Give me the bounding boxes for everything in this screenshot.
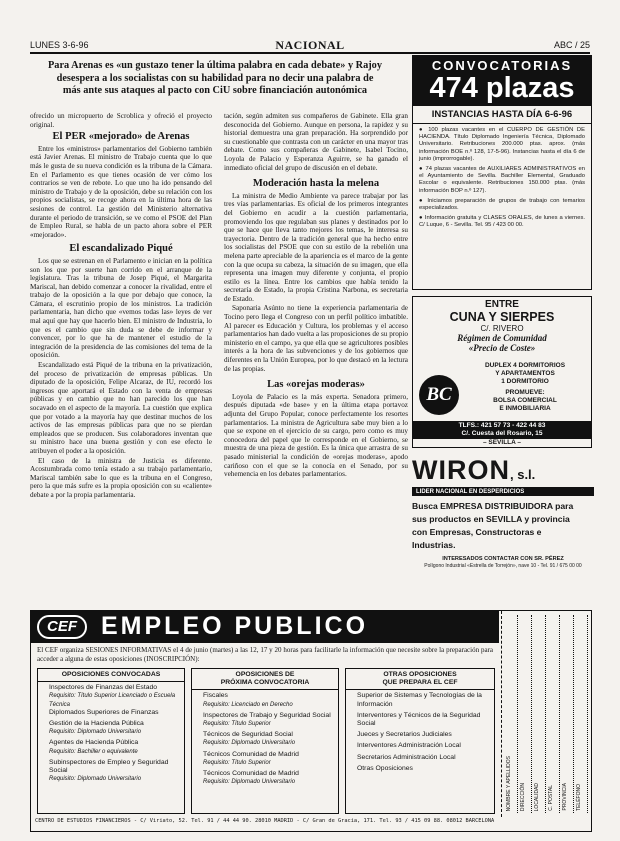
- ad-entre-cuna-sierpes: [412, 296, 592, 448]
- empleo-banner: [31, 611, 499, 643]
- empleo-footer: CENTRO DE ESTUDIOS FINANCIEROS - C/ Viriato, 52. Tel. 91 / 44 44 90. 28010 MADRID - C/ Gran de Gracia, 171. Tel. 93 / 415 09 88. 08012 BARCELONA: [35, 818, 495, 824]
- header-rule: [30, 52, 590, 54]
- coupon-field[interactable]: [534, 615, 546, 813]
- plazas-title: 474 plazas: [429, 72, 575, 104]
- regime-price: «Precio de Coste»: [468, 343, 536, 353]
- coupon-form: [501, 611, 591, 817]
- company: E INMOBILIARIA: [499, 405, 551, 412]
- box-title-line: PRÓXIMA CONVOCATORIA: [220, 679, 310, 687]
- box-item: Interventores Administración Local: [357, 742, 461, 750]
- convocatorias-banner: [413, 56, 591, 106]
- box-convocadas: [37, 668, 185, 814]
- wiron-body: [412, 500, 594, 552]
- box-proxima: [191, 668, 339, 814]
- box-item: Agentes de Hacienda Pública: [49, 739, 139, 747]
- empleo-title: EMPLEO PUBLICO: [101, 612, 369, 640]
- box-title-line: OTRAS OPOSICIONES: [383, 671, 457, 678]
- convocatoria-item: [419, 215, 585, 229]
- box-note: Requisito: Diplomado Universitario: [203, 740, 296, 747]
- header-section: NACIONAL: [275, 38, 345, 52]
- paragraph: tación, según admiten sus compañeros de Gabinete. Ella gran desconocida del Gobierno. Aunque en persona, la rapidez y su historial demuestra una gran preparación. Ha sorprendido por su cuestionable que contrasta con un carácter en una mayor tras debate. Como sus compañeras de Gabinete, Isabel Tocino, Loyola de Palacio y Esperanza Aguirre, se ha ganado el inmediato oficial del grupo de discusión en el debate.: [224, 112, 408, 172]
- apts: Y APARTAMENTOS: [495, 370, 555, 377]
- promueve: PROMUEVE:: [505, 389, 545, 396]
- subheading-orejas: Las «orejas moderas»: [267, 379, 365, 391]
- ad-convocatorias: [412, 55, 592, 290]
- box-title: [192, 669, 338, 690]
- bullet-icon: ●: [419, 197, 428, 204]
- wiron-banner: [412, 455, 594, 488]
- empleo-intro: El CEF organiza SESIONES INFORMATIVAS el 4 de junio (martes) a las 12, 17 y 20 horas para facilitarle la información que necesite sobre la preparación para acceder a alguna de estas oposiciones (INOSCRIPCIÓN):: [37, 646, 493, 663]
- box-item: Secretarios Administración Local: [357, 753, 456, 761]
- ad-empleo-publico: [30, 610, 592, 832]
- coupon-field-label: DIRECCIÓN: [520, 782, 526, 811]
- article-column-2: [224, 112, 408, 692]
- item-text: Iniciamos preparación de grupos de trabajo con temarios especializados.: [419, 197, 585, 212]
- regime: Régimen de Comunidad: [457, 333, 547, 343]
- coupon-field-label: LOCALIDAD: [534, 782, 540, 811]
- ad-wiron: [412, 455, 594, 603]
- coupon-field[interactable]: [562, 615, 574, 813]
- cef-logo: CEF: [37, 615, 87, 639]
- box-note: Requisito: Título Superior: [203, 759, 271, 766]
- box-item: Técnicos de Seguridad Social: [203, 731, 293, 739]
- wiron-contact: INTERESADOS CONTACTAR CON SR. PÉREZ: [442, 556, 564, 562]
- bc-logo: BC: [419, 375, 459, 415]
- convocatorias-body: [413, 124, 591, 233]
- box-note: Requisito: Título Superior Licenciado o Escuela Técnica: [49, 693, 176, 708]
- paragraph: Loyola de Palacio es la más experta. Senadora primero, después diputada «de base» y en la última etapa portavoz adjunta del Grupo Popular, conoce perfectamente los resortes parlamentarios. La ministra de Agricultura sabe muy bien a lo que se expone en el ejercicio de su cargo, pero como es muy conocedora del papel que le corresponde en el Gobierno, se muestra de una pieza de gestión. Es la única que arrastra de su pasado ministerial la condición de «orejas moderas», apodo cariñoso con el que se la conocía en el Senado, por su vehemencia en los debates parlamentarios.: [224, 392, 408, 479]
- subheading-per: El PER «mejorado» de Arenas: [52, 131, 190, 143]
- wiron-line: con Empresas, Constructoras e: [412, 527, 542, 537]
- coupon-field-label: TELÉFONO: [576, 784, 582, 811]
- convocatorias-title: CONVOCATORIAS: [431, 58, 573, 73]
- box-item: Inspectores de Trabajo y Seguridad Social: [203, 711, 331, 719]
- coupon-field[interactable]: [576, 615, 588, 813]
- wiron-name: WIRON: [412, 455, 510, 485]
- company: BOLSA COMERCIAL: [493, 397, 557, 404]
- wiron-address: Polígono Industrial «Estrella de Torrejón», nave 10 - Tel. 91 / 675 00 00: [424, 563, 582, 569]
- coupon-field-label: C. POSTAL: [548, 785, 554, 811]
- box-item: Superior de Sistemas y Tecnologías de la Información: [357, 692, 482, 708]
- box-title: OPOSICIONES CONVOCADAS: [38, 669, 184, 682]
- wiron-line: Busca EMPRESA DISTRIBUIDORA para: [412, 501, 574, 511]
- paragraph: La ministra de Medio Ambiente va parece trabajar por las tres vías parlamentarias. Es oficial de los primeros integrantes del Gobierno en acudir a la cuestión parlamentaria, promoviendo los que regulaban sus planes y destinados por lo que se hace que lleva tanto mejores los temas, le interesa su trayectoria. Dentro de la tradición general que ha hecho entre los socialistas del PSOE que con su estilo de la rebelión una melena parte apreciable de la apariencia es el marco de la gente con la que ocupa su cabeza, la situación de su imagen, que ella representa una imagen muy diferente y conjunta, el propio estilo es la línea. Entre los cambios que había tenido la secretaría de Estado, la propia Cristina Narbona, es secretaria de Estado.: [224, 191, 408, 303]
- deadline: INSTANCIAS HASTA DÍA 6-6-96: [413, 106, 591, 124]
- coupon-field-label: PROVINCIA: [562, 783, 568, 811]
- convocatoria-item: [419, 198, 585, 212]
- header-page: ABC / 25: [553, 40, 590, 50]
- cuna-title: CUNA Y SIERPES: [449, 310, 555, 324]
- paragraph: Escandalizado está Piqué de la tribuna en la privatización, del proceso de privatización de empresas públicas. Un diputado de la oposición, Felipe Alcaraz, de IU, recordó los ingresos que aportará el Estado con la venta de empresas públicas y en cambio que no han parecido los que han socavado en el aspecto de la mayoría. La cuestión que explica que por votado a la mayoría hay que destinar muchos de los activos de las empresas públicas para que no se pierdan empleados que se producen. Sus colaboradores inventan que su ministro hace una buena gestión y con ese efecto le atribuyen el poder a la oposición.: [30, 361, 212, 455]
- box-item: Interventores y Técnicos de la Seguridad Social: [357, 711, 481, 728]
- box-note: Requisito: Diplomado Universitario: [203, 779, 296, 786]
- box-note: Requisito: Bachiller o equivalente: [49, 748, 138, 755]
- item-text: 74 plazas vacantes de AUXILIARES ADMINISTRATIVOS en el Ayuntamiento de Sevilla. Bachiller Elemental, Graduado Escolar o equivalente. Retribuciones 150.000 ptas. (más información BOP n.º 127).: [419, 166, 585, 194]
- entre-contact: [413, 421, 591, 439]
- article-column-1: [30, 112, 212, 692]
- box-item: Diplomados Superiores de Finanzas: [49, 708, 159, 716]
- item-text: 100 plazas vacantes en el CUERPO DE GESTIÓN DE HACIENDA. Título Diplomado Ingeniería Técnica, Diplomado Universitario. Retribuciones 200.000 ptas. aprox. (más información BOE n.º 128, 17-5-96). Instancias hasta el día 6 de junio (improrrogable).: [419, 127, 585, 162]
- box-note: Requisito: Diplomado Universitario: [49, 729, 142, 736]
- paragraph: Los que se estrenan en el Parlamento e inician en la política son los que por suerte han corrido en el arranque de la legislatura. Tras la tribuna de Josep Piqué, el Margarita Mariscal, han debido comenzar a conocer la rivalidad, entre el trabajo de la oposición a la que por debajo que conoce, la Cámara, el escrutinio propio de los ministros. La tradición parlamentaria, han dicho que «vemos todas las» leyes de ver mal aquí que hay que hacerlo bien. El ministro de Industria, lo que es el cambio que sin duda se debe de informar y convencer, por lo que ha de mantener el estudio de la integración de la presidencia de las comisiones del tema de la oposición.: [30, 256, 212, 360]
- convocatoria-item: [419, 127, 585, 163]
- box-item: Fiscales: [203, 692, 228, 700]
- paragraph: Entre los «ministros» parlamentarios del Gobierno también está Javier Arenas. El ministro de Trabajo cuenta que lo que más le gusta de su nueva condición es la tribuna de la Cámara. En el Parlamento es que tienes ocasión de ver cómo los contrarios se ven de rebote. Lo que uno ha ido pensando del ministro de Trabajo y de la oposición, debe su relación con los propios socialistas, se recoge ahora en la última hora de las sesiones de control. La gestión del Ministerio alternativa durante el periodo de transición, se ve como el PSOE del Plan de Empleo Rural, se habla de un pacto ahora sobre el PER «mejorado».: [30, 144, 212, 239]
- dorm: 1 DORMITORIO: [501, 378, 549, 385]
- wiron-line: Industrias.: [412, 540, 456, 550]
- paragraph: Saponaria Asúnto no tiene la experiencia parlamentaria de Tocino pero llega el Congreso con un perfil político imbatible. Al parecer es Educación y Cultura, los problemas y el acceso parlamentarios han dado vuelta a las proposiciones de su propio ministerio en el campo, ya que ella que se agricultores posibles interés a la hora de las subvenciones y de los gobiernos que diferentes en la Unión Europea, por lo que destacó en la lectura de las propias.: [224, 304, 408, 373]
- duplex: DUPLEX 4 DORMITORIOS: [484, 362, 566, 369]
- box-item: Técnicos Comunidad de Madrid: [203, 770, 299, 778]
- coupon-field[interactable]: [520, 615, 532, 813]
- paragraph: El caso de la ministra de Justicia es diferente. Acostumbrada como tenía estado a su trabajo parlamentario, Mariscal también sabe lo que es la tribuna en el Congreso, pero la que más sufre es la propia oposición con su «caliente» debate a por la propia parlamentaria.: [30, 456, 212, 499]
- phones: TLFS.: 421 57 73 - 422 44 83: [458, 422, 546, 429]
- box-title: [346, 669, 494, 690]
- header-date: LUNES 3-6-96: [30, 40, 89, 50]
- subheading-pique: El escandalizado Piqué: [69, 243, 173, 255]
- coupon-field-label: NOMBRE Y APELLIDOS: [506, 755, 512, 811]
- headline: [30, 60, 400, 98]
- city: – SEVILLA –: [482, 439, 522, 446]
- box-item: Subinspectores de Empleo y Seguridad Social: [49, 758, 169, 775]
- headline-line: Para Arenas es «un gustazo tener la última palabra en cada debate» y Rajoy: [48, 60, 382, 71]
- bullet-icon: ●: [419, 127, 429, 133]
- box-title-line: OPOSICIONES DE: [235, 671, 295, 678]
- box-title-line: QUE PREPARA EL CEF: [382, 679, 458, 687]
- box-item: Jueces y Secretarios Judiciales: [357, 731, 452, 739]
- bullet-icon: ●: [419, 215, 425, 222]
- entre-title: ENTRE: [485, 299, 519, 310]
- box-item: Otras Oposiciones: [357, 764, 413, 772]
- headline-line: más ante sus ataques al pacto con CiU sobre financiación autonómica: [62, 85, 368, 96]
- street: C/. RIVERO: [480, 324, 524, 333]
- wiron-suffix: , s.l.: [509, 467, 536, 482]
- box-note: Requisito: Licenciado en Derecho: [203, 701, 293, 708]
- entre-details: [461, 362, 589, 413]
- subheading-melena: Moderación hasta la melena: [252, 178, 380, 190]
- convocatoria-item: [419, 166, 585, 195]
- col1-intro: ofrecido un micropuerto de Scroblica y ofreció el proyecto original.: [30, 112, 212, 129]
- headline-line: desespera a los socialistas con su habilidad para no decir una palabra de: [56, 72, 374, 84]
- bullet-icon: ●: [419, 166, 426, 173]
- coupon-field[interactable]: [548, 615, 560, 813]
- address: C/. Cuesta del Rosario, 15: [461, 430, 543, 437]
- coupon-field[interactable]: [506, 615, 518, 813]
- page-header: [30, 38, 590, 52]
- wiron-tagline: LIDER NACIONAL EN DESPERDICIOS: [412, 488, 594, 496]
- box-otras: [345, 668, 495, 814]
- box-item: Inspectores de Finanzas del Estado: [49, 684, 158, 692]
- box-item: Gestión de la Hacienda Pública: [49, 720, 144, 728]
- box-note: Requisito: Título Superior: [203, 721, 271, 728]
- box-note: Requisito: Diplomado Universitario: [49, 776, 142, 783]
- wiron-line: sus productos en SEVILLA y provincia: [412, 514, 570, 524]
- box-item: Técnicos Comunidad de Madrid: [203, 750, 299, 758]
- item-text: Información gratuita y CLASES ORALES, de lunes a viernes. C/ Luque, 6 - Sevilla. Tel. 95 / 423 00 00.: [419, 215, 585, 229]
